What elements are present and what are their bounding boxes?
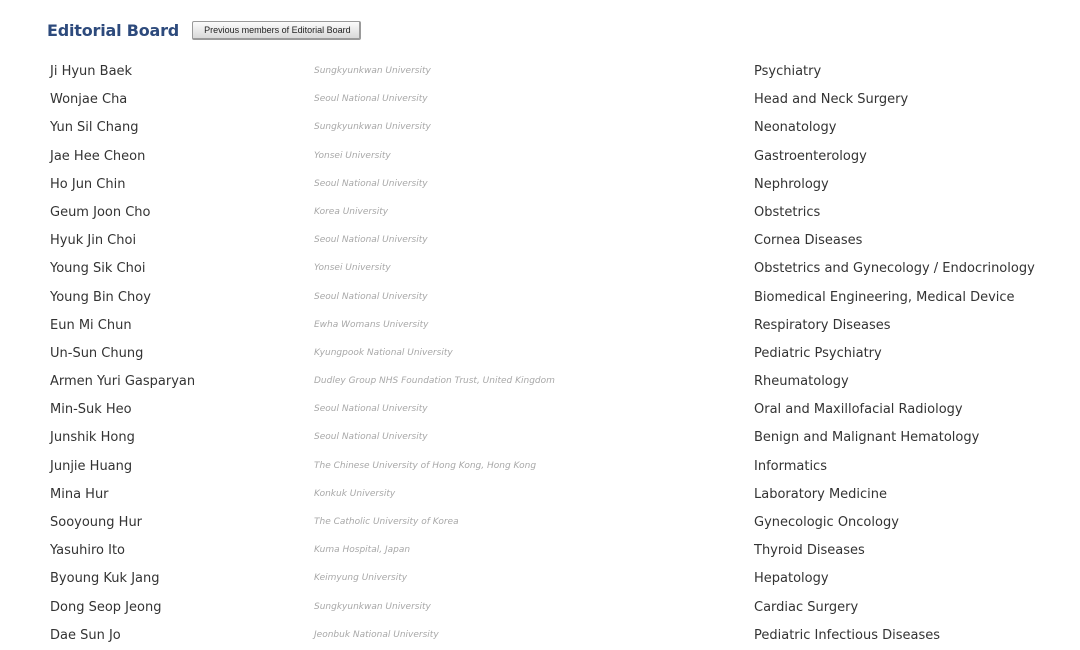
member-field: Laboratory Medicine (754, 486, 888, 502)
member-field: Hepatology (754, 571, 829, 587)
member-affiliation: Kyungpook National University (314, 347, 453, 358)
member-row (0, 340, 1080, 368)
member-row (0, 396, 1080, 424)
member-row (0, 453, 1080, 481)
member-field: Psychiatry (754, 64, 822, 79)
member-name: Hyuk Jin Choi (50, 233, 137, 249)
member-field: Respiratory Diseases (754, 317, 891, 333)
member-field: Head and Neck Surgery (754, 92, 909, 108)
member-name: Jae Hee Cheon (50, 148, 146, 164)
member-field: Obstetrics (754, 204, 821, 220)
member-row (0, 481, 1080, 509)
member-name: Sooyoung Hur (50, 515, 143, 530)
member-row (0, 312, 1080, 340)
member-name: Min-Suk Heo (50, 402, 132, 418)
member-row (0, 227, 1080, 255)
member-affiliation: Kuma Hospital, Japan (314, 545, 411, 556)
member-field: Gastroenterology (754, 148, 867, 164)
member-row (0, 565, 1080, 593)
member-affiliation: Konkuk University (314, 488, 396, 499)
page-title: Editorial Board (47, 20, 180, 40)
member-name: Junjie Huang (50, 458, 133, 474)
member-affiliation: Seoul National University (314, 235, 428, 246)
member-name: Armen Yuri Gasparyan (50, 374, 196, 390)
editorial-board-header (47, 18, 361, 42)
member-affiliation: Jeonbuk National University (314, 629, 439, 640)
member-field: Pediatric Infectious Diseases (754, 627, 941, 643)
member-row (0, 537, 1080, 565)
member-row (0, 114, 1080, 142)
member-name: Dae Sun Jo (50, 627, 121, 643)
member-field: Benign and Malignant Hematology (754, 430, 980, 446)
member-field: Pediatric Psychiatry (754, 345, 882, 361)
member-affiliation: Seoul National University (314, 432, 428, 443)
member-affiliation: Yonsei University (314, 263, 391, 274)
member-field: Cornea Diseases (754, 233, 863, 249)
member-name: Geum Joon Cho (50, 204, 151, 220)
member-field: Obstetrics and Gynecology / Endocrinology (754, 261, 1035, 277)
member-name: Junshik Hong (50, 430, 135, 446)
member-field: Informatics (754, 458, 827, 474)
member-row (0, 622, 1080, 650)
member-name: Wonjae Cha (50, 92, 128, 108)
member-name: Mina Hur (50, 486, 109, 502)
member-name: Ji Hyun Baek (50, 64, 133, 79)
member-name: Dong Seop Jeong (50, 599, 162, 615)
member-affiliation: Dudley Group NHS Foundation Trust, United Kingdom (314, 376, 555, 387)
member-field: Nephrology (754, 176, 829, 192)
member-name: Byoung Kuk Jang (50, 571, 160, 587)
member-field: Biomedical Engineering, Medical Device (754, 289, 1015, 305)
member-row (0, 143, 1080, 171)
member-affiliation: Sungkyunkwan University (314, 122, 431, 133)
member-name: Yasuhiro Ito (50, 543, 126, 559)
member-name: Un-Sun Chung (50, 345, 144, 361)
member-affiliation: Seoul National University (314, 178, 428, 189)
member-field: Oral and Maxillofacial Radiology (754, 402, 963, 418)
member-row (0, 58, 1080, 86)
member-row (0, 171, 1080, 199)
member-row (0, 424, 1080, 452)
member-field: Cardiac Surgery (754, 599, 859, 615)
member-name: Ho Jun Chin (50, 176, 126, 192)
member-affiliation: The Chinese University of Hong Kong, Hong Kong (314, 460, 537, 471)
member-affiliation: Keimyung University (314, 573, 408, 584)
member-affiliation: The Catholic University of Korea (314, 517, 459, 527)
member-affiliation: Yonsei University (314, 150, 391, 161)
member-row (0, 509, 1080, 537)
editorial-board-list (0, 58, 1080, 650)
member-field: Neonatology (754, 120, 837, 136)
member-field: Thyroid Diseases (754, 543, 865, 559)
member-field: Gynecologic Oncology (754, 515, 899, 530)
member-affiliation: Seoul National University (314, 94, 428, 105)
member-row (0, 284, 1080, 312)
member-name: Young Sik Choi (50, 261, 146, 277)
member-row (0, 199, 1080, 227)
member-field: Rheumatology (754, 374, 849, 390)
member-affiliation: Korea University (314, 206, 389, 217)
member-affiliation: Seoul National University (314, 291, 428, 302)
member-row (0, 86, 1080, 114)
member-row (0, 594, 1080, 622)
member-affiliation: Ewha Womans University (314, 319, 429, 330)
member-name: Eun Mi Chun (50, 317, 132, 333)
member-affiliation: Sungkyunkwan University (314, 66, 431, 76)
member-row (0, 368, 1080, 396)
member-affiliation: Sungkyunkwan University (314, 601, 431, 612)
previous-members-button[interactable]: Previous members of Editorial Board (192, 21, 361, 40)
member-name: Young Bin Choy (50, 289, 151, 305)
member-row (0, 255, 1080, 283)
member-name: Yun Sil Chang (50, 120, 139, 136)
member-affiliation: Seoul National University (314, 404, 428, 415)
